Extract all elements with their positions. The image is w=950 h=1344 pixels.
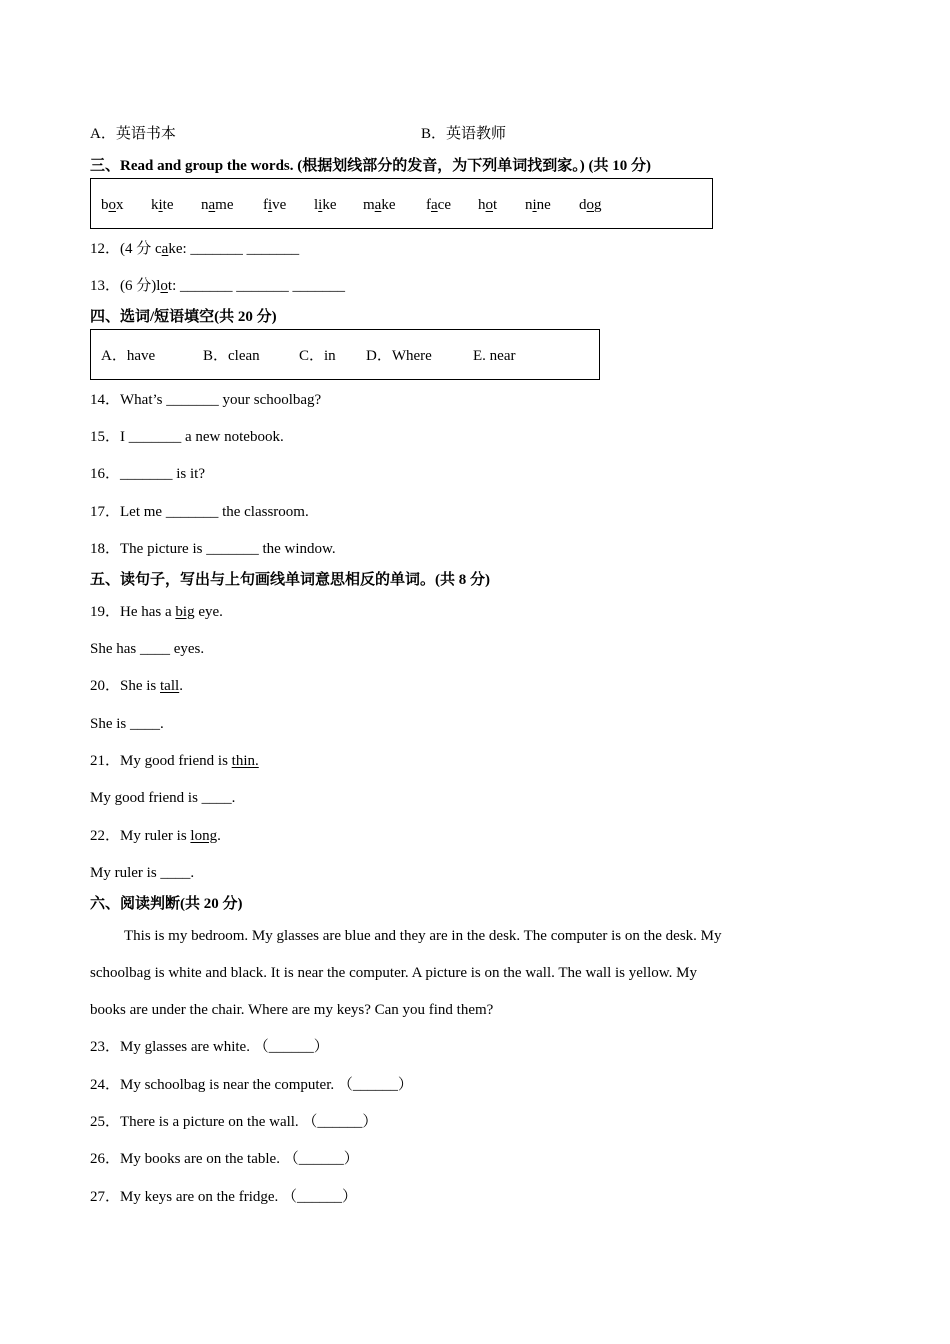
answer-22: My ruler is ____. — [90, 865, 195, 881]
passage-line-1: This is my bedroom. My glasses are blue and they are in the desk. The computer is on the desk. My — [124, 928, 722, 944]
section5-title: 五、读句子，写出与上句画线单词意思相反的单词。(共 8 分) — [90, 572, 490, 588]
option-in: C．in — [299, 348, 336, 364]
word-face: face — [426, 197, 451, 213]
question-15: 15．I _______ a new notebook. — [90, 429, 284, 445]
word-make: make — [363, 197, 396, 213]
passage-line-3: books are under the chair. Where are my keys? Can you find them? — [90, 1002, 494, 1018]
word-kite: kite — [151, 197, 174, 213]
question-13: 13．(6 分)lot: _______ _______ _______ — [90, 278, 346, 294]
section3-title: 三、Read and group the words. (根据划线部分的发音，为下列单词找到家。) (共 10 分) — [90, 158, 651, 174]
question-12: 12．(4 分 cake: _______ _______ — [90, 241, 300, 257]
word-like: like — [314, 197, 337, 213]
word-five: five — [263, 197, 287, 213]
option-clean: B．clean — [203, 348, 260, 364]
option-a-english-book: A．英语书本 — [90, 126, 176, 142]
question-18: 18．The picture is _______ the window. — [90, 541, 336, 557]
answer-20: She is ____. — [90, 716, 164, 732]
question-21: 21．My good friend is thin. — [90, 753, 259, 769]
question-17: 17．Let me _______ the classroom. — [90, 504, 309, 520]
passage-line-2: schoolbag is white and black. It is near the computer. A picture is on the wall. The wall is yellow. My — [90, 965, 697, 981]
section6-title: 六、阅读判断(共 20 分) — [90, 896, 243, 912]
question-26: 26．My books are on the table. （______） — [90, 1151, 359, 1167]
question-22: 22．My ruler is long. — [90, 828, 221, 844]
question-14: 14．What’s _______ your schoolbag? — [90, 392, 322, 408]
question-24: 24．My schoolbag is near the computer. （______） — [90, 1077, 413, 1093]
question-23: 23．My glasses are white. （______） — [90, 1039, 329, 1055]
options-box — [90, 329, 600, 380]
answer-19: She has ____ eyes. — [90, 641, 205, 657]
word-bank-box — [90, 178, 713, 229]
word-hot: hot — [478, 197, 498, 213]
word-name: name — [201, 197, 234, 213]
question-20: 20．She is tall. — [90, 678, 183, 694]
word-dog: dog — [579, 197, 602, 213]
word-box: box — [101, 197, 124, 213]
question-16: 16．_______ is it? — [90, 466, 205, 482]
answer-21: My good friend is ____. — [90, 790, 236, 806]
question-19: 19．He has a big eye. — [90, 604, 223, 620]
question-27: 27．My keys are on the fridge. （______） — [90, 1189, 358, 1205]
option-near: E. near — [473, 348, 516, 364]
word-nine: nine — [525, 197, 551, 213]
section4-title: 四、选词/短语填空(共 20 分) — [90, 309, 277, 325]
option-have: A．have — [101, 348, 156, 364]
question-25: 25．There is a picture on the wall. （______） — [90, 1114, 378, 1130]
option-b-english-teacher: B．英语教师 — [421, 126, 507, 142]
option-where: D．Where — [366, 348, 432, 364]
